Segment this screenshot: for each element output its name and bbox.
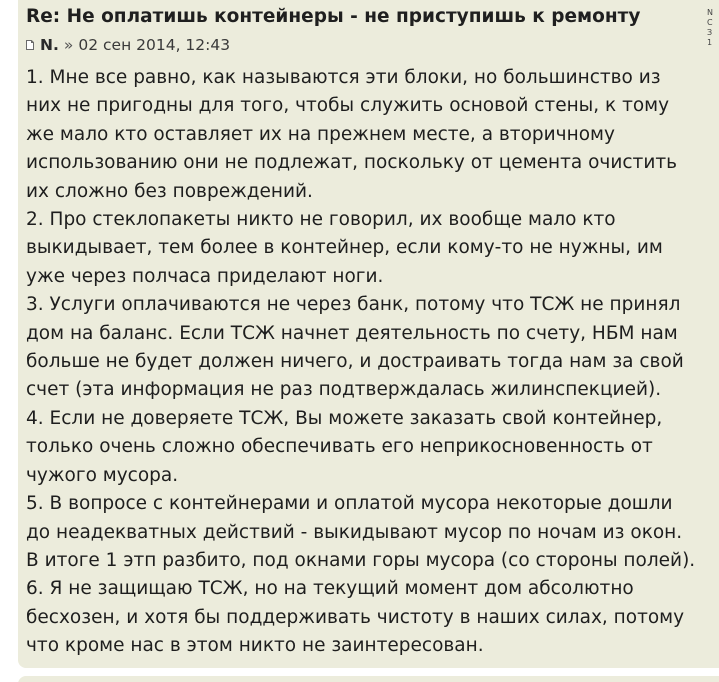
content-line: использованию они не подлежат, поскольку от цемента очистить bbox=[26, 152, 678, 174]
content-line: бесхозен, и хотя бы поддерживать чистоту в наших силах, потому bbox=[26, 606, 685, 628]
post-title[interactable]: Re: Не оплатишь контейнеры - не приступишь к ремонту bbox=[26, 6, 641, 27]
content-line: них не пригодны для того, чтобы служить основой стены, к тому bbox=[26, 95, 670, 117]
forum-post bbox=[18, 0, 719, 668]
post-paragraph bbox=[26, 575, 706, 660]
post-date: 02 сен 2014, 12:43 bbox=[78, 36, 231, 54]
content-line: же мало кто оставляет их на прежнем месте, а вторичному bbox=[26, 123, 615, 145]
profile-fragment: N bbox=[707, 8, 713, 17]
profile-fragment: З bbox=[707, 28, 713, 37]
content-line: счет (эта информация не раз подтверждалась жилинспекцией). bbox=[26, 379, 662, 401]
content-line: больше не будет должен ничего, и достраивать тогда нам за свой bbox=[26, 351, 684, 373]
next-post-edge bbox=[18, 676, 719, 682]
content-line: 5. В вопросе с контейнерами и оплатой мусора некоторые дошли bbox=[26, 493, 673, 515]
content-line: 3. Услуги оплачиваются не через банк, потому что ТСЖ не принял bbox=[26, 294, 681, 316]
content-line: 1. Мне все равно, как называются эти блоки, но большинство из bbox=[26, 67, 661, 88]
content-line: 4. Если не доверяете ТСЖ, Вы можете заказать свой контейнер, bbox=[26, 407, 663, 429]
post-body bbox=[26, 4, 706, 661]
content-line: уже через полчаса приделают ноги. bbox=[26, 265, 384, 287]
post-author-line bbox=[26, 34, 706, 56]
profile-fragment: 1 bbox=[707, 38, 713, 47]
post-separator: » bbox=[63, 36, 74, 54]
post-paragraph bbox=[26, 291, 706, 405]
content-line: их сложно без повреждений. bbox=[26, 180, 313, 202]
content-line: 2. Про стеклопакеты никто не говорил, их вообще мало кто bbox=[26, 209, 616, 231]
content-line: только очень сложно обеспечивать его неприкосновенность от bbox=[26, 436, 653, 458]
profile-fragment: С bbox=[707, 18, 713, 27]
content-line: В итоге 1 этп разбито, под окнами горы мусора (со стороны полей). bbox=[26, 549, 696, 571]
post-paragraph bbox=[26, 405, 706, 490]
content-line: 6. Я не защищаю ТСЖ, но на текущий момент дом абсолютно bbox=[26, 578, 634, 600]
content-line: до неадекватных действий - выкидывают мусор по ночам из окон. bbox=[26, 521, 683, 543]
content-line: чужого мусора. bbox=[26, 464, 179, 486]
author-profile-strip bbox=[707, 8, 719, 48]
content-line: что кроме нас в этом никто не заинтересован. bbox=[26, 635, 484, 657]
post-content bbox=[26, 64, 706, 661]
post-author[interactable]: N. bbox=[40, 36, 59, 54]
content-line: выкидывает, тем более в контейнер, если кому-то не нужны, им bbox=[26, 237, 663, 259]
post-paragraph bbox=[26, 64, 706, 206]
post-paragraph bbox=[26, 490, 706, 575]
content-line: дом на баланс. Если ТСЖ начнет деятельность по счету, НБМ нам bbox=[26, 322, 678, 344]
post-icon[interactable] bbox=[26, 40, 34, 50]
post-paragraph bbox=[26, 206, 706, 291]
